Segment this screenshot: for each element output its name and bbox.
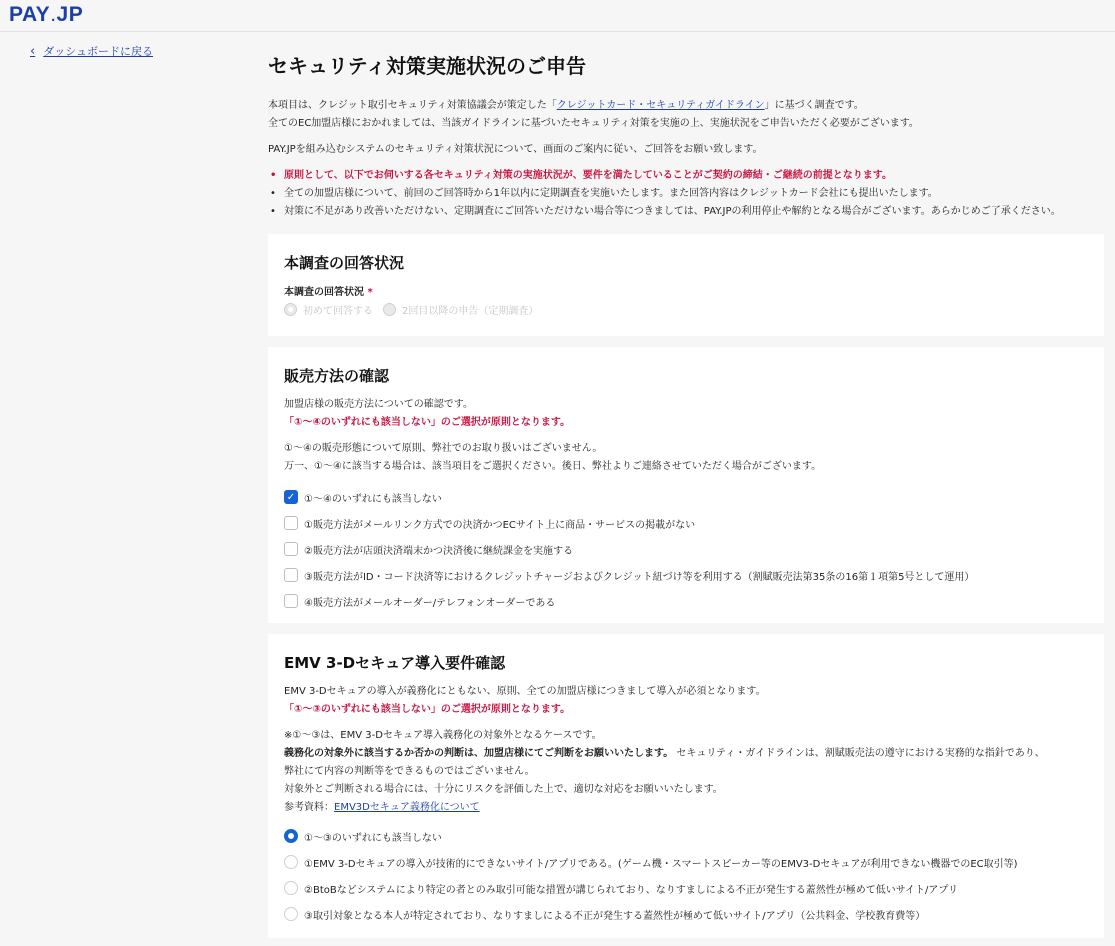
status-option-periodic[interactable]: [383, 302, 538, 317]
emv-desc: EMV 3-Dセキュアの導入が義務化にともない、原則、全ての加盟店様につきまして導入が必須となります。: [284, 686, 766, 697]
sales-method-card: [268, 347, 1104, 623]
intro-line-1: [268, 97, 1108, 115]
intro1-pre: 本項目は、クレジット取引セキュリティ対策協議会が策定した「: [268, 100, 557, 111]
sales-option-label: ①〜④のいずれにも該当しない: [304, 493, 442, 505]
checkbox-checked-icon[interactable]: ✓: [284, 490, 298, 504]
reference-label: 参考資料：: [284, 802, 334, 813]
intro1-post: 」に基づく調査です。: [764, 100, 864, 111]
sales-option-4[interactable]: [284, 588, 1088, 614]
emv-option-none[interactable]: [284, 823, 1088, 849]
emv3d-reference-link[interactable]: EMV3Dセキュア義務化について: [334, 802, 480, 813]
emv-option-2[interactable]: [284, 875, 1088, 901]
sales-option-1[interactable]: [284, 510, 1088, 536]
sales-note-1: ①〜④の販売形態について原則、弊社でのお取り扱いはございません。: [284, 443, 603, 454]
intro-line-2: 全てのEC加盟店様におかれましては、当該ガイドラインに基づいたセキュリティ対策を実施の上、実施状況をご申告いただく必要がございます。: [268, 118, 919, 129]
radio-icon[interactable]: [284, 907, 298, 921]
sales-option-label: ③販売方法がID・コード決済等におけるクレジットチャージおよびクレジット紐づけ等を利用する（割賦販売法第35条の16第１項第5号として運用）: [304, 571, 975, 583]
bullet-item: • 対策に不足があり改善いただけない、定期調査にご回答いただけない場合等につきましては、PAY.JPの利用停止や解約となる場合がございます。あらかじめご了承ください。: [268, 203, 1108, 221]
status-radio-group: [284, 302, 1088, 317]
logo-text-tail: JP: [56, 3, 84, 26]
sales-option-label: ④販売方法がメールオーダー/テレフォンオーダーである: [304, 597, 556, 609]
emv-note-1: ※①〜③は、EMV 3-Dセキュア導入義務化の対象外となるケースです。: [284, 730, 602, 741]
emv-note-2-bold: 義務化の対象外に該当するか否かの判断は、加盟店様にてご判断をお願いいたします。: [284, 748, 674, 759]
sales-option-label: ②販売方法が店頭決済端末かつ決済後に継続課金を実施する: [304, 545, 573, 557]
emv-note-2: [284, 745, 1088, 763]
intro-line-3: PAY.JPを組み込むシステムのセキュリティ対策状況について、画面のご案内に従い、ご回答をお願い致します。: [268, 144, 763, 155]
intro-bullets: [268, 167, 1108, 221]
checkbox-icon[interactable]: [284, 568, 298, 582]
bullet-item: • 原則として、以下でお伺いする各セキュリティ対策の実施状況が、要件を満たしていることがご契約の締結・ご継続の前提となります。: [268, 167, 1108, 185]
emv-card-title: EMV 3-Dセキュア導入要件確認: [284, 654, 506, 672]
sales-notice: 「①〜④のいずれにも該当しない」のご選択が原則となります。: [284, 417, 571, 428]
status-card-title: 本調査の回答状況: [284, 254, 405, 272]
sales-desc: 加盟店様の販売方法についての確認です。: [284, 399, 473, 410]
radio-icon[interactable]: [284, 881, 298, 895]
page-title: セキュリティ対策実施状況のご申告: [268, 54, 586, 78]
status-option-label: 2回目以降の申告（定期調査）: [402, 306, 539, 317]
chevron-left-icon: ‹: [30, 43, 36, 59]
status-option-label: 初めて回答する: [303, 306, 373, 317]
sales-note-2: 万一、①〜④に該当する場合は、該当項目をご選択ください。後日、弊社よりご連絡させていただく場合がございます。: [284, 461, 822, 472]
status-option-first[interactable]: [284, 302, 373, 317]
logo-dot: .: [50, 3, 57, 26]
radio-icon[interactable]: [284, 303, 297, 316]
back-to-dashboard-link[interactable]: [30, 43, 153, 59]
radio-icon[interactable]: [284, 855, 298, 869]
emv-option-label: ①EMV 3-Dセキュアの導入が技術的にできないサイト/アプリである。(ゲーム機・スマートスピーカー等のEMV3-Dセキュアが利用できない機器でのEC取引等): [304, 858, 1018, 870]
checkbox-icon[interactable]: [284, 542, 298, 556]
sales-option-2[interactable]: [284, 536, 1088, 562]
payjp-logo[interactable]: [9, 3, 83, 27]
checkbox-icon[interactable]: [284, 516, 298, 530]
emv-option-1[interactable]: [284, 849, 1088, 875]
status-field-label: [284, 283, 1088, 298]
emv-note-2-rest: セキュリティ・ガイドラインは、割賦販売法の遵守における実務的な指針であり、: [673, 748, 1045, 759]
emv-option-label: ②BtoBなどシステムにより特定の者とのみ取引可能な措置が講じられており、なりすましによる不正が発生する蓋然性が極めて低いサイト/アプリ: [304, 884, 958, 896]
sales-option-3[interactable]: [284, 562, 1088, 588]
emv-option-label: ①〜③のいずれにも該当しない: [304, 832, 442, 844]
bullet-item: • 全ての加盟店様について、前回のご回答時から1年以内に定期調査を実施いたします。また回答内容はクレジットカード会社にも提出いたします。: [268, 185, 1108, 203]
logo-text: PAY: [9, 3, 51, 26]
emv-reference: [284, 799, 1088, 817]
sales-option-label: ①販売方法がメールリンク方式での決済かつECサイト上に商品・サービスの掲載がない: [304, 519, 696, 531]
emv-3ds-card: [268, 634, 1104, 938]
emv-note-4: 対象外とご判断される場合には、十分にリスクを評価した上で、適切な対応をお願いいたします。: [284, 784, 723, 795]
status-card: [268, 234, 1104, 336]
guideline-link[interactable]: クレジットカード・セキュリティガイドライン: [556, 100, 765, 111]
top-header: [0, 0, 1115, 32]
required-mark: *: [367, 287, 373, 298]
sales-card-title: 販売方法の確認: [284, 367, 390, 385]
sales-option-none[interactable]: [284, 484, 1088, 510]
intro-section: [268, 97, 1108, 221]
back-link-label[interactable]: ダッシュボードに戻る: [43, 45, 153, 58]
emv-option-label: ③取引対象となる本人が特定されており、なりすましによる不正が発生する蓋然性が極めて低いサイト/アプリ（公共料金、学校教育費等）: [304, 910, 926, 922]
radio-selected-icon[interactable]: [284, 829, 298, 843]
main-content: [268, 50, 1108, 221]
emv-option-3[interactable]: [284, 901, 1088, 927]
emv-note-3: 弊社にて内容の判断等をできるものではございません。: [284, 766, 535, 777]
emv-notice: 「①〜③のいずれにも該当しない」のご選択が原則となります。: [284, 704, 571, 715]
status-label-text: 本調査の回答状況: [284, 287, 364, 298]
checkbox-icon[interactable]: [284, 594, 298, 608]
radio-icon[interactable]: [383, 303, 396, 316]
